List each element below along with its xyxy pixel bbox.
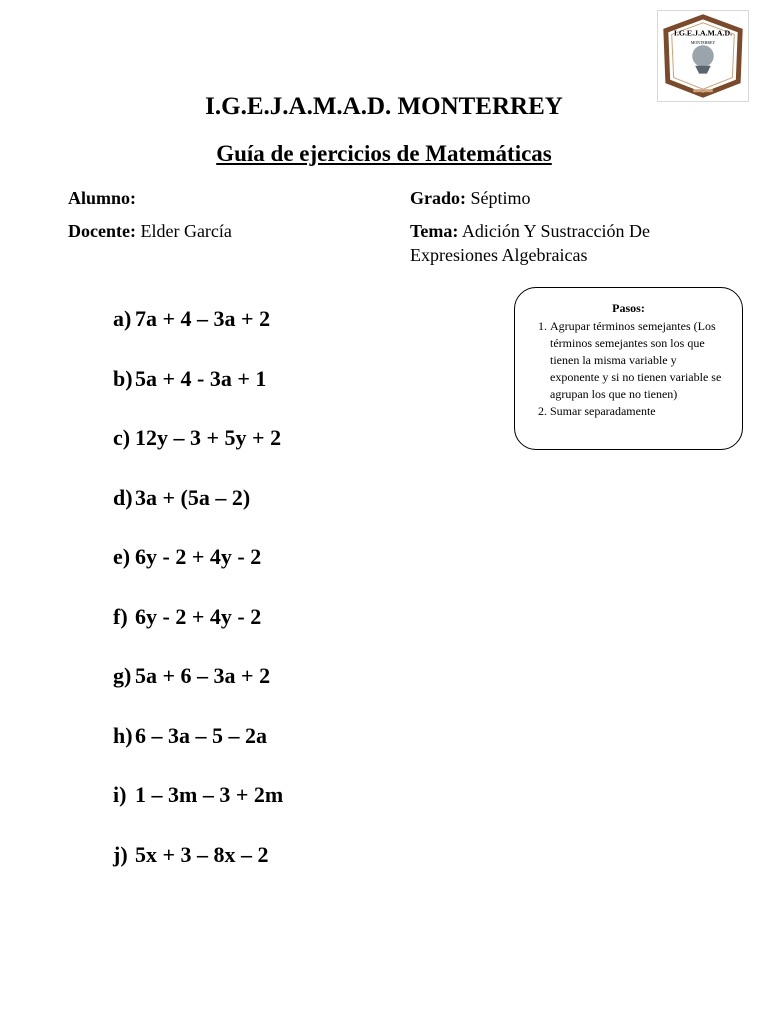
docente-field: [68, 219, 232, 243]
exercise-item: [113, 425, 283, 485]
exercise-item: [113, 842, 283, 902]
grado-value: Séptimo: [470, 188, 531, 208]
exercise-expression: 5a + 4 - 3a + 1: [135, 365, 267, 391]
exercise-item: [113, 604, 283, 664]
tema-value: Adición Y Sustracción De Expresiones Algebraicas: [410, 221, 650, 265]
exercise-expression: 5x + 3 – 8x – 2: [135, 841, 269, 867]
exercise-list: [113, 306, 283, 901]
exercise-item: [113, 366, 283, 426]
tema-field: [410, 219, 710, 267]
exercise-expression: 1 – 3m – 3 + 2m: [135, 782, 284, 807]
step-item: 2. Sumar separadamente: [550, 403, 728, 420]
steps-title: Pasos:: [612, 301, 645, 315]
exercise-label: j): [113, 841, 128, 867]
document-title: Guía de ejercicios de Matemáticas: [216, 141, 552, 166]
school-logo: [657, 10, 749, 102]
grado-label: Grado:: [410, 188, 466, 208]
step-item: 1. Agrupar términos semejantes (Los términos semejantes son los que tienen la misma variable y exponente y si no tienen variable se agrupan los que no tienen): [550, 318, 728, 403]
logo-text: I.G.E.J.A.M.A.D.: [673, 28, 733, 38]
tema-label: Tema:: [410, 221, 459, 241]
exercise-expression: 6y - 2 + 4y - 2: [135, 544, 262, 569]
exercise-expression: 5a + 6 – 3a + 2: [135, 663, 271, 688]
exercise-label: g): [113, 663, 132, 688]
exercise-label: b): [113, 365, 133, 391]
exercise-item: [113, 485, 283, 545]
exercise-expression: 6y - 2 + 4y - 2: [135, 603, 262, 629]
steps-list: [529, 318, 728, 420]
exercise-expression: 7a + 4 – 3a + 2: [135, 306, 271, 331]
exercise-item: [113, 306, 283, 366]
exercise-item: [113, 544, 283, 604]
school-shield-icon: [658, 11, 748, 101]
exercise-expression: 6 – 3a – 5 – 2a: [135, 722, 267, 748]
exercise-label: f): [113, 603, 128, 629]
exercise-label: d): [113, 484, 133, 510]
exercise-label: a): [113, 306, 132, 331]
exercise-expression: 3a + (5a – 2): [135, 484, 251, 510]
exercise-expression: 12y – 3 + 5y + 2: [135, 425, 282, 450]
alumno-field: [68, 186, 136, 210]
steps-box: [514, 287, 743, 450]
exercise-item: [113, 723, 283, 783]
exercise-label: c): [113, 425, 131, 450]
exercise-item: [113, 663, 283, 723]
exercise-label: h): [113, 722, 133, 748]
alumno-label: Alumno:: [68, 188, 137, 208]
docente-label: Docente:: [68, 221, 136, 241]
exercise-label: e): [113, 544, 131, 569]
exercise-item: [113, 782, 283, 842]
logo-subtext: MONTERREY: [690, 41, 716, 46]
grado-field: [410, 186, 531, 210]
docente-value: Elder García: [140, 221, 232, 241]
school-name: I.G.E.J.A.M.A.D. MONTERREY: [205, 93, 563, 120]
exercise-label: i): [113, 782, 127, 807]
